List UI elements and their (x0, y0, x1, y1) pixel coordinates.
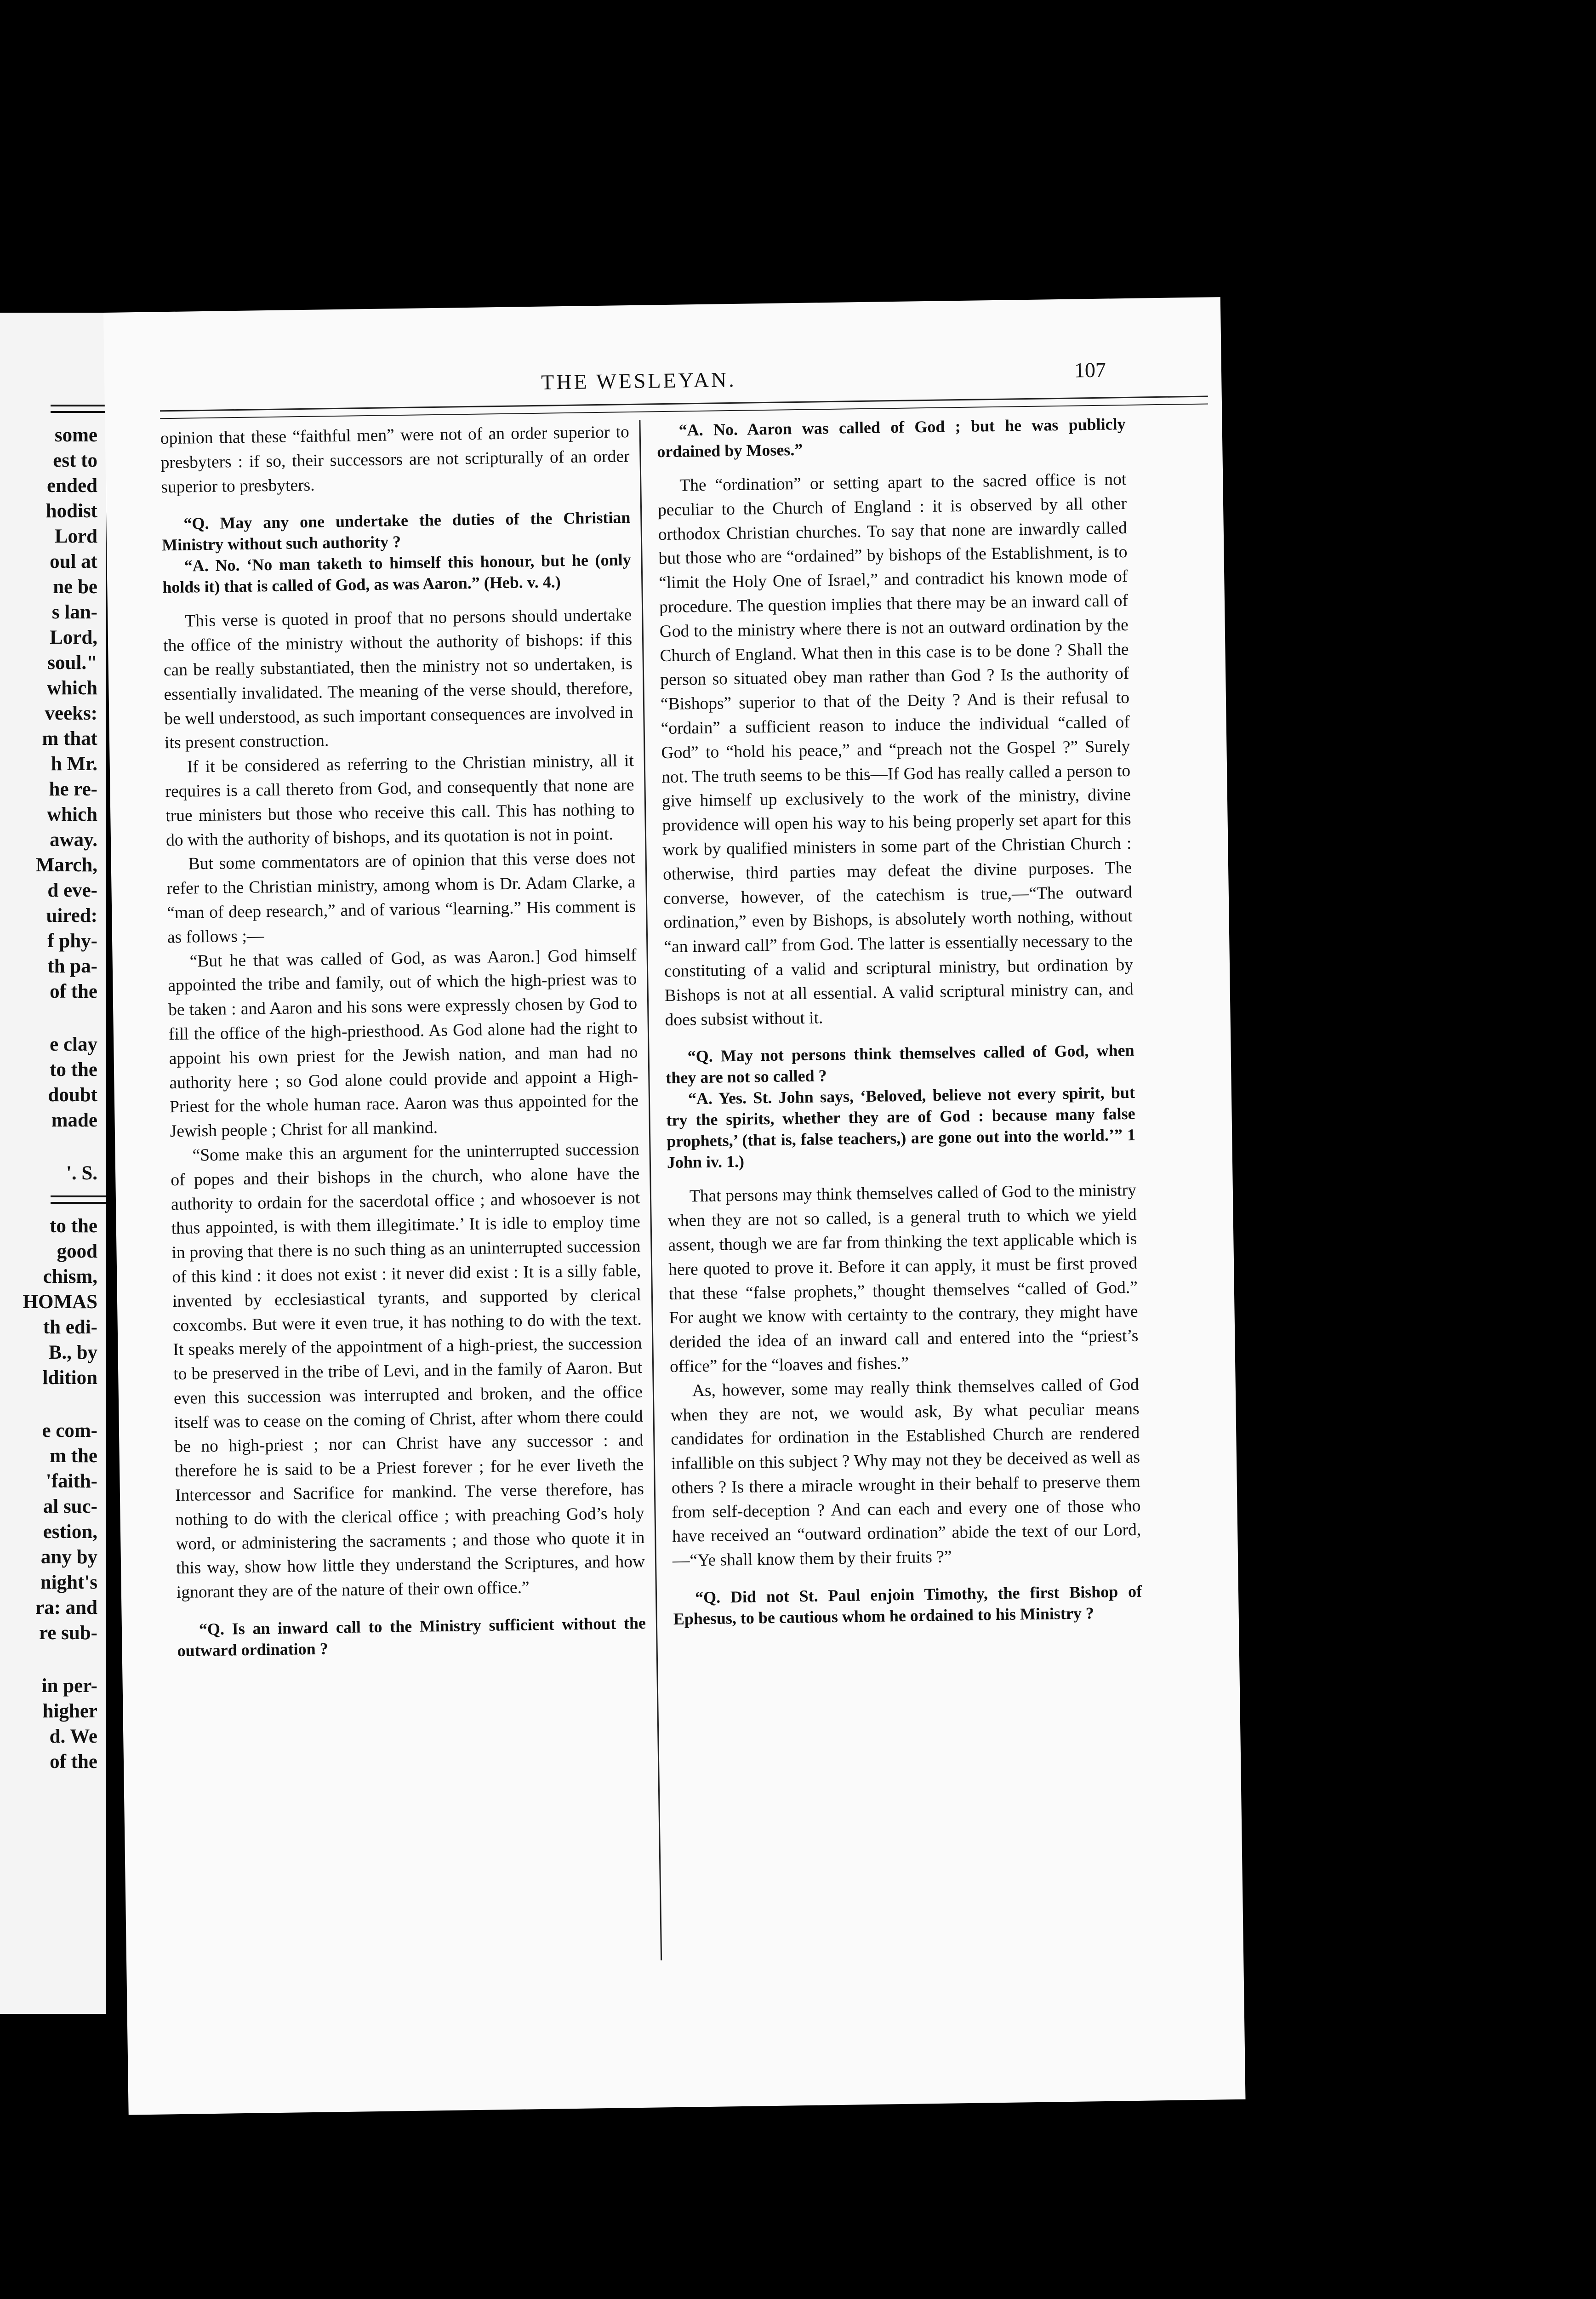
facing-page-text: uired: (46, 905, 97, 926)
facing-page-text: March, (35, 854, 97, 876)
facing-page-text: to the (50, 1215, 97, 1237)
facing-page-text: m the (50, 1445, 97, 1467)
facing-page-text: estion, (43, 1521, 97, 1543)
question: “Q. Is an inward call to the Ministry sufficient without the outward ordination ? (177, 1613, 646, 1660)
facing-page-text: d. We (49, 1726, 97, 1747)
facing-page-text: any by (40, 1546, 97, 1568)
facing-page-text: th edi- (43, 1316, 97, 1338)
facing-page-text: d eve- (47, 880, 97, 901)
facing-page-text: ra: and (35, 1597, 97, 1618)
facing-page-text: ne be (53, 576, 97, 598)
facing-page-text: which (47, 804, 97, 825)
question: “Q. Did not St. Paul enjoin Timothy, the first Bishop of Ephesus, to be cautious whom he ordained to his Ministry ? (673, 1582, 1142, 1629)
facing-page-text: made (51, 1109, 97, 1131)
facing-page-text: he re- (49, 778, 97, 800)
question: “Q. May any one undertake the duties of the Christian Ministry without such authority ? (161, 508, 631, 555)
section-rule (51, 405, 106, 413)
paragraph: That persons may think themselves called of God to the ministry when they are not so called, is a general truth to which we yield assent, though we are far from thinking the text applicable which is here quoted to prove it. Before it can apply, it must be first proved that these “false prophets,” thought themselves “called of God.” For aught we know with certainty to the contrary, they might have derided the idea of an inward call and entered into the “priest’s office” for the “loaves and fishes.” (667, 1181, 1139, 1376)
facing-page-text: some (54, 424, 97, 446)
document-page (103, 297, 1245, 2115)
answer: “A. Yes. St. John says, ‘Beloved, believe not every spirit, but try the spirits, whether they are of God : because many false prophets,’ (that is, false teachers,) are gone out into the world.’” 1 John iv. 1.) (666, 1083, 1136, 1172)
facing-page-text: to the (50, 1059, 97, 1081)
page-title: THE WESLEYAN. (541, 367, 736, 394)
facing-page-text: away. (50, 829, 97, 851)
facing-page-text: 'faith- (46, 1470, 97, 1492)
facing-page-text: oul at (50, 551, 97, 572)
facing-page-text: Lord, (50, 627, 97, 648)
right-column (656, 413, 1142, 1641)
quotation: “But he that was called of God, as was Aaron.] God himself appointed the tribe and family, out of which the high-priest was to be taken : and Aaron and his sons were expressly chosen by God to fill the office of the high-priesthood. As God alone had the right to appoint his own priest for the Jewish nation, and man had no authority here ; so God alone could provide and appoint a High-Priest for the whole human race. Aaron was thus appointed for the Jewish people ; Christ for all mankind. (168, 945, 639, 1141)
facing-page-text: veeks: (45, 703, 97, 724)
facing-page-text: of the (50, 981, 97, 1002)
paragraph: This verse is quoted in proof that no persons should undertake the office of the ministry without the authority of bishops: if this can be really substantiated, then the ministry not so undertaken, is essentially invalidated. The meaning of the verse should, therefore, be well understood, as such important consequences are involved in its present construction. (163, 606, 633, 753)
paragraph: opinion that these “faithful men” were not of an order superior to presbyters : if so, their successors are not scripturally of an order superior to presbyters. (160, 423, 630, 497)
facing-page-text: soul." (47, 652, 97, 674)
facing-page-fragment (0, 313, 106, 2014)
facing-page-text: ldition (42, 1367, 97, 1389)
facing-page-text: B., by (48, 1342, 97, 1363)
facing-page-text: m that (42, 728, 97, 749)
facing-page-text: of the (50, 1751, 97, 1773)
paragraph: If it be considered as referring to the Christian ministry, all it requires is a call thereto from God, and consequently that none are true ministers but those who receive this call. This has nothing to do with the authority of bishops, and its quotation is not in point. (165, 751, 635, 850)
left-column (160, 420, 646, 1673)
facing-page-text: ended (47, 475, 97, 497)
paragraph: The “ordination” or setting apart to the sacred office is not peculiar to the Church of England : it is observed by all other orthodox Christian churches. To say that none are inwardly called but those who are “ordained” by bishops of the Establishment, is to “limit the Holy One of Israel,” and contradict his known mode of procedure. The question implies that there may be an inward call of God to the ministry where there is not an outward ordination by the Church of England. What then in this case is to be done ? Shall the person so situated obey man rather than God ? Is the authority of “Bishops” superior to that of the Deity ? And is their refusal to “ordain” a sufficient reason to induce the individual “called of God” to “hold his peace,” and “preach not the Gospel ?” Surely not. The truth seems to be this—If God has really called a person to give himself up exclusively to the work of the ministry, divine providence will open his way to his being properly set apart for this work by qualified ministers in some part of the Christian Church : otherwise, third parties may defeat the divine purposes. The converse, however, of the catechism is true,—“The outward ordination,” even by Bishops, is absolutely worth nothing, without “an inward call” from God. The latter is essentially necessary to the constituting of a valid and scriptural ministry, but ordination by Bishops is not at all essential. A valid scriptural ministry can, and does subsist without it. (657, 469, 1134, 1029)
answer: “A. No. Aaron was called of God ; but he was publicly ordained by Moses.” (657, 414, 1126, 461)
facing-page-text: hodist (46, 500, 97, 522)
facing-page-text: re sub- (39, 1622, 97, 1644)
facing-page-text: good (57, 1241, 97, 1262)
facing-page-text: night's (40, 1572, 97, 1593)
column-divider (639, 420, 662, 1961)
question: “Q. May not persons think themselves called of God, when they are not so called ? (666, 1041, 1134, 1087)
page-number: 107 (1074, 358, 1106, 382)
facing-page-text: th pa- (47, 955, 97, 977)
section-rule (51, 1195, 106, 1204)
facing-page-text: which (47, 677, 97, 699)
facing-page-text: '. S. (66, 1162, 97, 1184)
facing-page-text: e com- (42, 1420, 97, 1441)
paragraph: But some commentators are of opinion that this verse does not refer to the Christian ministry, among whom is Dr. Adam Clarke, a “man of deep research,” and of various “learning.” His comment is as follows ;— (166, 848, 636, 947)
facing-page-text: f phy- (47, 930, 97, 952)
answer: “A. No. ‘No man taketh to himself this honour, but he (only holds it) that is called of God, as was Aaron.” (Heb. v. 4.) (162, 550, 631, 597)
paragraph: As, however, some may really think themselves called of God when they are not, we would ask, By what peculiar means candidates for ordination in the Established Church are rendered infallible on this subject ? Why may not they be deceived as well as others ? Is there a miracle wrought in their behalf to preserve them from self-deception ? And can each and every one of those who have received an “outward ordination” abide the text of our Lord,—“Ye shall know them by their fruits ?” (670, 1375, 1141, 1571)
quotation: “Some make this an argument for the uninterrupted succession of popes and their bishops in the church, who alone have the authority to ordain for the sacerdotal office ; and whosoever is not thus appointed, is with them illegitimate.’ It is idle to employ time in proving that there is no such thing as an uninterrupted succession of this kind : it does not exist : it never did exist : It is a silly fable, invented by ecclesiastical tyrants, and supported by clerical coxcombs. But were it even true, it has nothing to do with the text. It speaks merely of the appointment of a high-priest, the succession to be preserved in the tribe of Levi, and in the family of Aaron. But even this succession was interrupted and broken, and the office itself was to cease on the coming of Christ, after whom there could be no high-priest ; nor can Christ have any successor : and therefore he is said to be a Priest forever ; for he ever liveth the Intercessor and Sacrifice for mankind. The verse therefore, has nothing to do with the clerical office ; with preaching God’s holy word, or administering the sacraments ; and those who quote it in this way, show how little they understand the Scriptures, and how ignorant they are of the nature of their own office.” (171, 1139, 645, 1602)
facing-page-text: Lord (54, 526, 97, 547)
facing-page-text: doubt (48, 1084, 97, 1106)
running-head (104, 360, 1222, 404)
facing-page-text: chism, (43, 1266, 97, 1287)
facing-page-text: higher (42, 1700, 97, 1722)
facing-page-text: HOMAS (23, 1291, 97, 1313)
facing-page-text: s lan- (51, 601, 97, 623)
facing-page-text: al suc- (43, 1496, 97, 1517)
facing-page-text: est to (53, 450, 97, 471)
facing-page-text: in per- (41, 1675, 97, 1697)
facing-page-text: e clay (50, 1034, 97, 1055)
facing-page-text: h Mr. (51, 753, 97, 775)
